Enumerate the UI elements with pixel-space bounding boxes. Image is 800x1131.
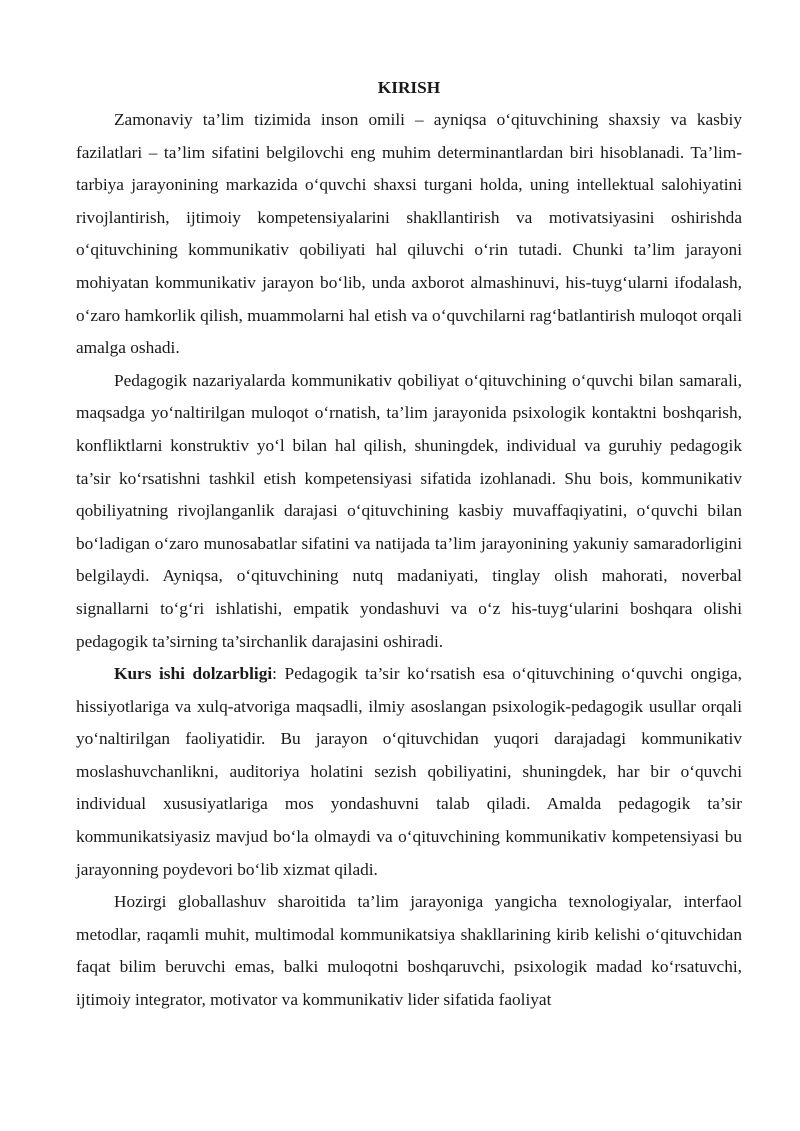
paragraph-lead-heading: Kurs ishi dolzarbligi — [114, 664, 273, 684]
paragraph-text: Pedagogik nazariyalarda kommunikativ qobiliyat o‘qituvchining o‘quvchi bilan samarali, maqsadga yo‘naltirilgan muloqot o‘rnatish, ta’lim jarayonida psixologik kontaktni boshqarish, konfliktlarni konstruktiv yo‘l bilan hal qilish, shuningdek, individual va guruhiy pedagogik ta’sir ko‘rsatishni tashkil etish kompetensiyasi sifatida izohlanadi. Shu bois, kommunikativ qobiliyatning rivojlanganlik darajasi o‘qituvchining kasbiy muvaffaqiyatini, o‘quvchi bilan bo‘ladigan o‘zaro munosabatlar sifatini va natijada ta’lim jarayonining yakuniy samaradorligini belgilaydi. Ayniqsa, o‘qituvchining nutq madaniyati, tinglay olish mahorati, noverbal signallarni to‘g‘ri ishlatishi, empatik yondashuvi va o‘z his-tuyg‘ularini boshqara olishi pedagogik ta’sirning ta’sirchanlik darajasini oshiradi. — [76, 370, 742, 651]
paragraph-theory — [76, 365, 742, 658]
paragraph-lead-separator: : — [272, 664, 285, 684]
paragraph-relevance — [76, 658, 742, 886]
document-title: KIRISH — [377, 78, 441, 97]
paragraph-globalization — [76, 886, 742, 1016]
paragraph-text: Hozirgi globallashuv sharoitida ta’lim jarayoniga yangicha texnologiyalar, interfaol metodlar, raqamli muhit, multimodal kommunikatsiya shakllarining kirib kelishi o‘qituvchidan faqat bilim beruvchi emas, balki muloqotni boshqaruvchi, psixologik madad ko‘rsatuvchi, ijtimoiy integrator, motivator va kommunikativ lider sifatida faoliyat — [76, 892, 742, 1010]
document-page — [76, 72, 742, 1017]
paragraph-text: Zamonaviy ta’lim tizimida inson omili – ayniqsa o‘qituvchining shaxsiy va kasbiy fazilatlari – ta’lim sifatini belgilovchi eng muhim determinantlardan biri hisoblanadi. Ta’lim-tarbiya jarayonining markazida o‘quvchi shaxsi turgani holda, uning intellektual salohiyatini rivojlantirish, ijtimoiy kompetensiyalarini shakllantirish va motivatsiyasini oshirishda o‘qituvchining kommunikativ qobiliyati hal qiluvchi o‘rin tutadi. Chunki ta’lim jarayoni mohiyatan kommunikativ jarayon bo‘lib, unda axborot almashinuvi, his-tuyg‘ularni ifodalash, o‘zaro hamkorlik qilish, muammolarni hal etish va o‘quvchilarni rag‘batlantirish muloqot orqali amalga oshadi. — [76, 110, 742, 358]
paragraph-text: Pedagogik ta’sir ko‘rsatish esa o‘qituvchining o‘quvchi ongiga, hissiyotlariga va xulq-atvoriga maqsadli, ilmiy asoslangan psixologik-pedagogik usullar orqali yo‘naltirilgan faoliyatidir. Bu jarayon o‘qituvchidan yuqori darajadagi kommunikativ moslashuvchanlikni, auditoriya holatini sezish qobiliyatini, shuningdek, har bir o‘quvchi individual xususiyatlariga mos yondashuvni talab qiladi. Amalda pedagogik ta’sir kommunikatsiyasiz mavjud bo‘la olmaydi va o‘qituvchining kommunikativ kompetensiyasi bu jarayonning poydevori bo‘lib xizmat qiladi. — [76, 664, 742, 879]
paragraph-intro — [76, 104, 742, 365]
